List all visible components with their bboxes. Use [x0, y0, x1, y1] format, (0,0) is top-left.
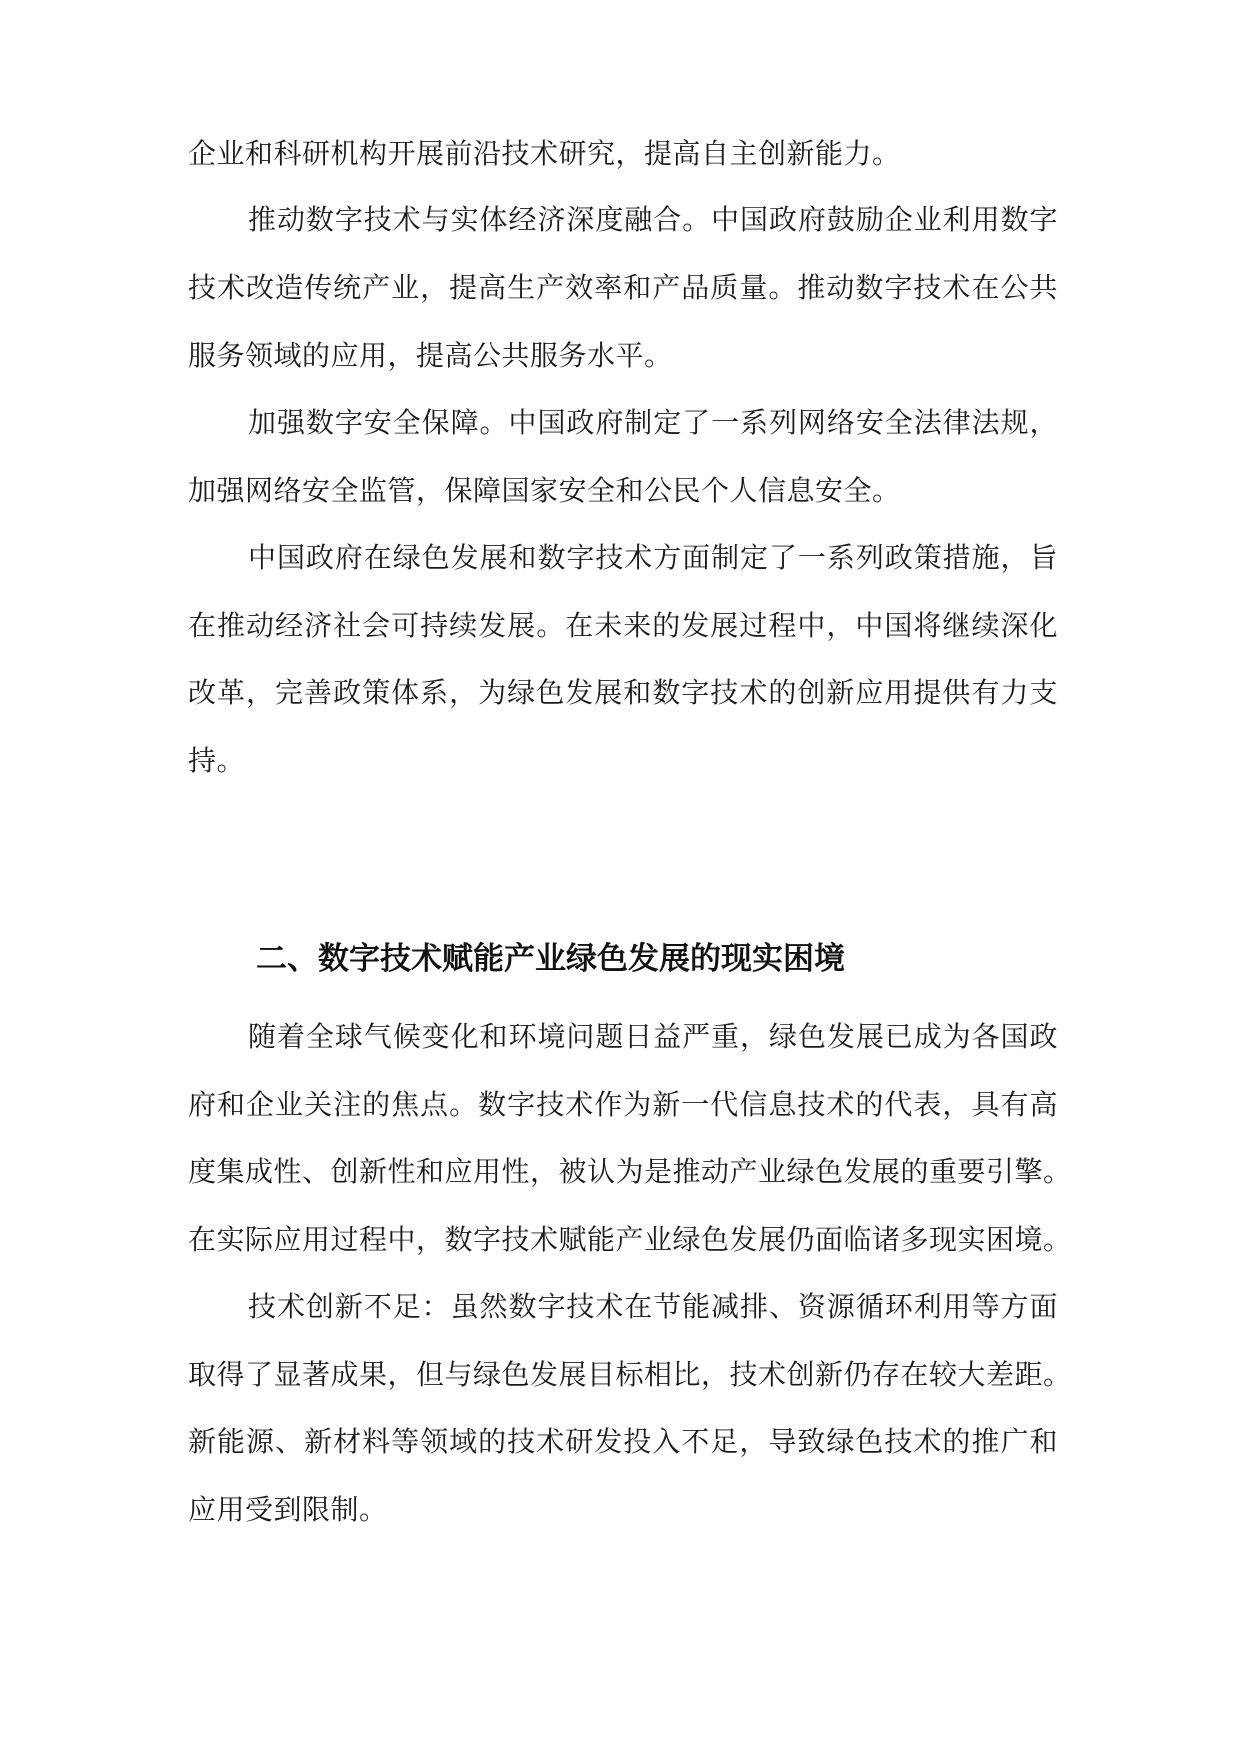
text-line: 取得了显著成果，但与绿色发展目标相比，技术创新仍存在较大差距。 [188, 1358, 1072, 1391]
section-heading: 二、数字技术赋能产业绿色发展的现实困境 [256, 941, 845, 977]
text-line: 随着全球气候变化和环境问题日益严重，绿色发展已成为各国政 [248, 1020, 1058, 1053]
text-line: 度集成性、创新性和应用性，被认为是推动产业绿色发展的重要引擎。 [188, 1155, 1072, 1188]
text-line: 加强数字安全保障。中国政府制定了一系列网络安全法律法规， [248, 406, 1058, 439]
text-line: 加强网络安全监管，保障国家安全和公民个人信息安全。 [188, 474, 901, 507]
text-line: 改革，完善政策体系，为绿色发展和数字技术的创新应用提供有力支 [188, 676, 1058, 709]
text-line: 应用受到限制。 [188, 1493, 388, 1526]
text-line: 技术改造传统产业，提高生产效率和产品质量。推动数字技术在公共 [188, 271, 1058, 304]
text-line: 技术创新不足：虽然数字技术在节能减排、资源循环利用等方面 [248, 1290, 1058, 1323]
text-line: 服务领域的应用，提高公共服务水平。 [188, 339, 673, 372]
text-line: 推动数字技术与实体经济深度融合。中国政府鼓励企业利用数字 [248, 203, 1058, 236]
text-line: 中国政府在绿色发展和数字技术方面制定了一系列政策措施，旨 [248, 541, 1058, 574]
text-line: 府和企业关注的焦点。数字技术作为新一代信息技术的代表，具有高 [188, 1088, 1058, 1121]
text-line: 持。 [188, 744, 246, 777]
text-line: 在实际应用过程中，数字技术赋能产业绿色发展仍面临诸多现实困境。 [188, 1223, 1072, 1256]
text-line: 在推动经济社会可持续发展。在未来的发展过程中，中国将继续深化 [188, 609, 1058, 642]
text-line: 新能源、新材料等领域的技术研发投入不足，导致绿色技术的推广和 [188, 1425, 1058, 1458]
text-line: 企业和科研机构开展前沿技术研究，提高自主创新能力。 [188, 137, 901, 170]
